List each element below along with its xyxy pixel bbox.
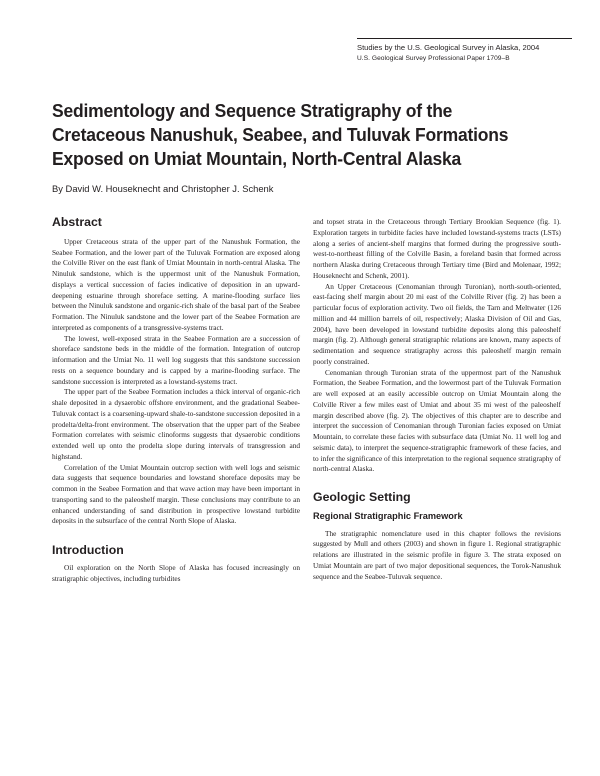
- left-column: [52, 217, 300, 584]
- author-line: By David W. Houseknecht and Christopher J. Schenk: [52, 183, 274, 194]
- introduction-paragraph: Oil exploration on the North Slope of Alaska has focused increasingly on stratigraphic objectives, including turbidites: [52, 562, 300, 583]
- series-number: U.S. Geological Survey Professional Paper 1709–B: [357, 55, 510, 62]
- abstract-paragraph: The upper part of the Seabee Formation includes a thick interval of organic-rich shale deposited in a dysaerobic offshore environment, and the gradational Seabee-Tuluvak contact is a coarsening-upward shale-to-sandstone succession deposited in a prodelta/delta-front environment. The observation that the upper part of the Seabee Formation correlates with seismic clinoforms suggests that dysaerobic conditions extended well up onto the prodelta slope during intervals of transgression and highstand.: [52, 387, 300, 461]
- abstract-paragraph: Correlation of the Umiat Mountain outcrop section with well logs and seismic data suggests that sequence boundaries and lowstand shoreface deposits may be common in the Seabee Formation and that wave action may have been important in transporting sand to the paleoshelf margin. These conclusions may contribute to an enhanced understanding of sand distribution in prospective lowstand turbidite deposits in the subsurface of the central North Slope of Alaska.: [52, 462, 300, 526]
- series-header: [357, 38, 572, 64]
- body-paragraph: and topset strata in the Cretaceous through Tertiary Brookian Sequence (fig. 1). Exploration targets in turbidite facies have included lowstand-systems tracts (LSTs) along a series of ancient-shelf margins that formed during the progressive south-west-to-northeast filling of the Colville Basin, a foreland basin that formed across northern Alaska during Cretaceous through Tertiary time (Bird and Molenaar, 1992; Houseknecht and Schenk, 2001).: [313, 217, 561, 280]
- title-line: Cretaceous Nanushuk, Seabee, and Tuluvak Formations: [52, 124, 509, 145]
- body-paragraph: Cenomanian through Turonian strata of the uppermost part of the Nanushuk Formation, the Seabee Formation, and the lowermost part of the Tuluvak Formation are well exposed at an easily accessible outcrop on Umiat Mountain along the Colville River a few miles east of Umiat and about 35 mi west of the paleoshelf margin described above (fig. 2). The objectives of this chapter are to describe and interpret the succession of Cenomanian through Turonian facies exposed on Umiat Mountain, to correlate these facies with subsurface data (Umiat No. 11 well log and seismic data), to interpret the sequence-stratigraphic framework of these facies, and to infer the significance of this interpretation to the regional sequence stratigraphy of north-central Alaska.: [313, 367, 561, 474]
- body-paragraph: An Upper Cretaceous (Cenomanian through Turonian), north-south-oriented, east-facing shelf margin about 20 mi east of the Colville River (fig. 2) has been a particular focus of exploration activity. Two oil fields, the Tarn and Meltwater (126 million and 44 million barrels of oil, respectively; Alaska Division of Oil and Gas, 2004), have been developed in lowstand turbidite deposits along this paleoshelf margin (fig. 2). Although general stratigraphic relations are known, many aspects of sedimentation and sequence stratigraphy across this paleoshelf margin remain poorly constrained.: [313, 281, 561, 366]
- abstract-paragraph: The lowest, well-exposed strata in the Seabee Formation are a succession of shoreface sandstone beds in the middle of the formation. Integration of outcrop information and the Umiat No. 11 well log suggests that this sandstone succession rests on a sequence boundary and is capped by a marine-flooding surface. The sandstone succession is interpreted as a lowstand-systems tract.: [52, 333, 300, 386]
- right-column: [313, 217, 561, 582]
- introduction-heading: Introduction: [52, 543, 124, 557]
- geologic-setting-heading: Geologic Setting: [313, 490, 411, 504]
- body-paragraph: The stratigraphic nomenclature used in this chapter follows the revisions suggested by Mull and others (2003) and shown in figure 1. Regional stratigraphic relations are illustrated in the seismic profile in figure 3. The strata exposed on Umiat Mountain are part of two major depositional sequences, the Torok-Nanushuk sequence and the Seabee-Tuluvak sequence.: [313, 528, 561, 581]
- abstract-paragraph: Upper Cretaceous strata of the upper part of the Nanushuk Formation, the Seabee Formation, and the lower part of the Tuluvak Formation are exposed along the Colville River on the east flank of Umiat Mountain in north-central Alaska. The Ninuluk sandstone, which is the uppermost unit of the Nanushuk Formation, displays a vertical succession of facies indicative of deposition in an upward-deepening estuarine through shoreface setting. A marine-flooding surface lies between the Ninuluk sandstone and organic-rich shale of the basal part of the Seabee Formation. The Ninuluk sandstone and the lower part of the Seabee Formation are interpreted as components of a transgressive-systems tract.: [52, 236, 300, 332]
- series-title: Studies by the U.S. Geological Survey in Alaska, 2004: [357, 43, 540, 52]
- chapter-title: [52, 99, 541, 171]
- title-line: Exposed on Umiat Mountain, North-Central Alaska: [52, 148, 462, 169]
- regional-framework-heading: Regional Stratigraphic Framework: [313, 510, 463, 521]
- title-line: Sedimentology and Sequence Stratigraphy of the: [52, 100, 453, 121]
- abstract-heading: Abstract: [52, 215, 102, 229]
